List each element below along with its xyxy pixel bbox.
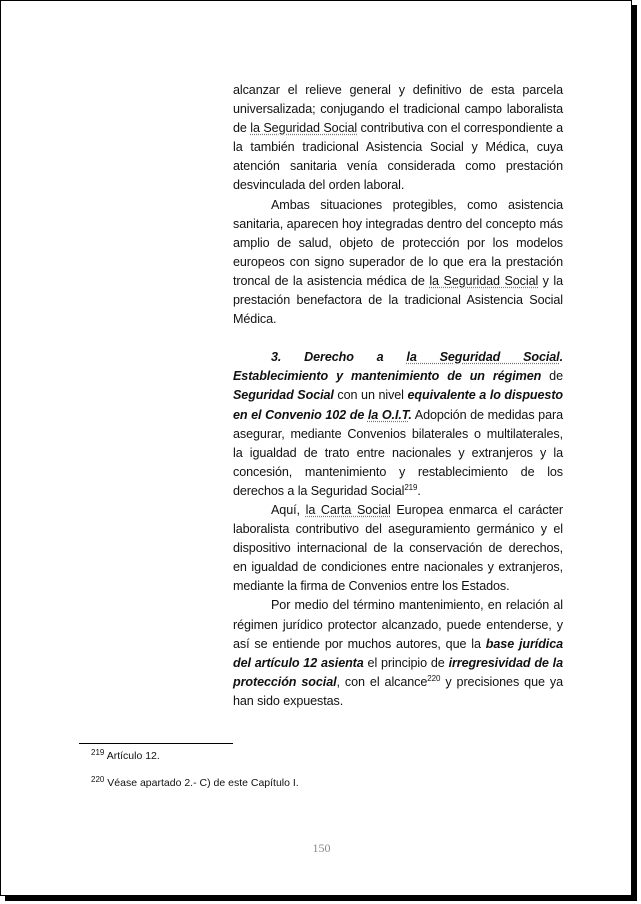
paragraph-1: alcanzar el relieve general y definitivo de esta parcela universalizada; conjugando el tradicional campo laboralista de la Seguridad Social contributiva con el correspondiente a la también tradicional Asistencia Social y Médica, cuya atención sanitaria venía considerada como prestación desvinculada del orden laboral. bbox=[233, 83, 563, 193]
section-3-paragraph: 3. Derecho a la Seguridad Social. Establecimiento y mantenimiento de un régimen de Seguridad Social con un nivel equivalente a lo dispuesto en el Convenio 102 de la O.I.T. Adopción de medidas para asegurar, mediante Convenios bilaterales o multilaterales, la igualdad de trato entre nacionales y extranjeros y la concesión, mantenimiento y restablecimiento de los derechos a la Seguridad Social$^{219}$. bbox=[233, 350, 563, 498]
paragraph-spacer bbox=[233, 329, 563, 348]
linked-term[interactable]: la Seguridad Social bbox=[429, 273, 539, 288]
footnote-219: $^{219}$ Artículo 12. bbox=[91, 748, 160, 762]
linked-term[interactable]: la O.I.T bbox=[367, 407, 409, 422]
footnote-220: $^{220}$ Véase apartado 2.- C) de este Capítulo I. bbox=[91, 775, 299, 789]
linked-term[interactable]: la Seguridad Social bbox=[406, 350, 560, 365]
footnote-ref-220[interactable]: 220 bbox=[427, 673, 441, 683]
body-text bbox=[233, 81, 563, 711]
paragraph-5: Por medio del término mantenimiento, en relación al régimen jurídico protector alcanzado, puede entenderse, y así se entiende por muchos autores, que la base jurídica del artículo 12 asienta el principio de irregresividad de la protección social, con el alcance$^{220}$ y precisiones que ya han sido expuestas. bbox=[233, 598, 563, 708]
footnote-separator bbox=[79, 743, 233, 744]
paragraph-2: Ambas situaciones protegibles, como asistencia sanitaria, aparecen hoy integradas dentro del concepto más amplio de salud, objeto de protección por los modelos europeos con signo superador de lo que era la prestación troncal de la asistencia médica de la Seguridad Social y la prestación benefactora de la tradicional Asistencia Social Médica. bbox=[233, 197, 563, 327]
section-heading: 3. Derecho a la Seguridad Social. Establecimiento y mantenimiento de un régimen bbox=[233, 350, 563, 384]
linked-term[interactable]: la Seguridad Social bbox=[250, 121, 358, 136]
paragraph-4: Aquí, la Carta Social Europea enmarca el carácter laboralista contributivo del aseguramiento germánico y el dispositivo internacional de la conservación de derechos, en igualdad de condiciones entre nacionales y extranjeros, mediante la firma de Convenios entre los Estados. bbox=[233, 502, 563, 594]
page-number: 150 bbox=[312, 841, 331, 855]
footnote-ref-219[interactable]: 219 bbox=[404, 482, 418, 492]
linked-term[interactable]: la Carta Social bbox=[305, 502, 391, 517]
